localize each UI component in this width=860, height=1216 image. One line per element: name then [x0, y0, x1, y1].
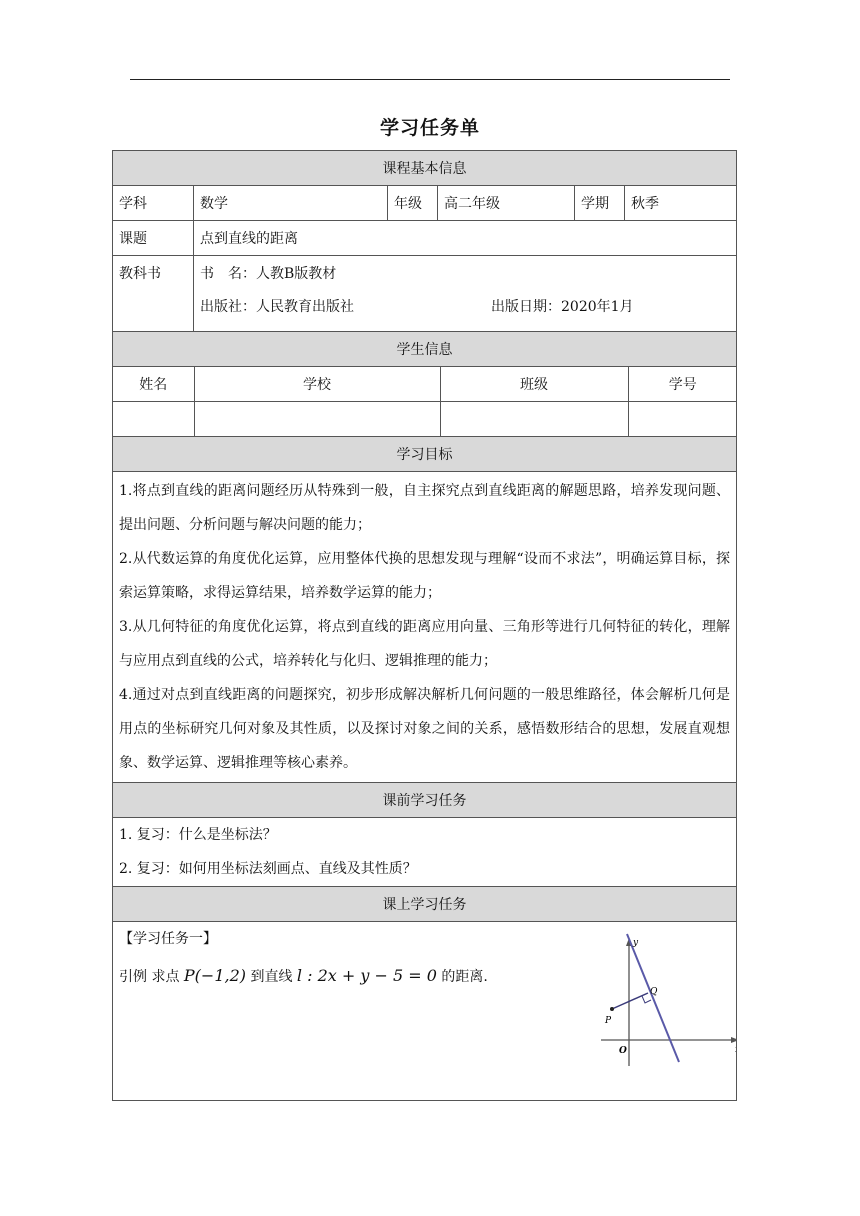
right-angle-mark	[642, 996, 651, 1003]
goal-item: 4.通过对点到直线距离的问题探究，初步形成解决解析几何问题的一般思维路径，体会解析几何是用点的坐标研究几何对象及其性质，以及探讨对象之间的关系，感悟数形结合的思想，发展直观想象、数学运算、逻辑推理等核心素养。	[119, 687, 731, 771]
term-value: 秋季	[625, 186, 737, 221]
grade-value: 高二年级	[438, 186, 575, 221]
point-p-dot	[610, 1007, 614, 1011]
p-label: P	[605, 1016, 612, 1026]
line-l	[627, 934, 679, 1062]
example-prefix: 引例 求点	[119, 969, 180, 985]
textbook-info	[194, 256, 737, 332]
student-info-grid	[113, 367, 737, 437]
name-input-cell[interactable]	[113, 402, 194, 437]
section-pre-class: 课前学习任务	[113, 783, 737, 818]
goal-item: 2.从代数运算的角度优化运算，应用整体代换的思想发现与理解“设而不求法”，明确运算目标，探索运算策略，求得运算结果，培养数学运算的能力；	[119, 551, 731, 601]
section-goals: 学习目标	[113, 437, 737, 472]
publish-date: 出版日期：2020年1月	[491, 299, 634, 315]
col-class: 班级	[440, 367, 628, 402]
pre-class-item: 1. 复习：什么是坐标法？	[119, 827, 277, 843]
school-input-cell[interactable]	[194, 402, 440, 437]
x-label: x	[735, 1045, 741, 1055]
pre-class-list	[113, 818, 737, 887]
student-id-input-cell[interactable]	[628, 402, 737, 437]
q-label: Q	[650, 987, 658, 997]
col-student-id: 学号	[628, 367, 737, 402]
textbook-name: 书 名：人教B版教材	[200, 266, 337, 282]
origin-label: O	[619, 1046, 627, 1056]
topic-value: 点到直线的距离	[194, 221, 737, 256]
class-input-cell[interactable]	[440, 402, 628, 437]
top-rule	[130, 79, 730, 80]
line-equation: l : 2x + y − 5 = 0	[296, 966, 437, 985]
grade-label: 年级	[388, 186, 438, 221]
col-school: 学校	[194, 367, 440, 402]
subject-label: 学科	[113, 186, 194, 221]
point-p: P(−1,2)	[183, 966, 247, 985]
in-class-task	[113, 922, 741, 1101]
example-mid: 到直线	[250, 969, 293, 985]
section-in-class: 课上学习任务	[113, 887, 737, 922]
distance-diagram	[601, 932, 741, 1066]
section-course-info: 课程基本信息	[113, 151, 737, 186]
page-title: 学习任务单	[379, 117, 480, 139]
section-student-info: 学生信息	[113, 332, 737, 367]
example-suffix: 的距离.	[441, 969, 488, 985]
task-title: 【学习任务一】	[119, 931, 217, 947]
topic-label: 课题	[113, 221, 194, 256]
subject-value: 数学	[194, 186, 388, 221]
example-problem	[119, 966, 488, 986]
perpendicular-pq	[612, 993, 648, 1009]
pre-class-item: 2. 复习：如何用坐标法刻画点、直线及其性质？	[119, 861, 417, 877]
col-name: 姓名	[113, 367, 194, 402]
goal-item: 3.从几何特征的角度优化运算，将点到直线的距离应用向量、三角形等进行几何特征的转化，理解与应用点到直线的公式，培养转化与化归、逻辑推理的能力；	[119, 619, 731, 669]
goal-item: 1.将点到直线的距离问题经历从特殊到一般，自主探究点到直线距离的解题思路，培养发现问题、提出问题、分析问题与解决问题的能力；	[119, 483, 731, 533]
publisher: 出版社：人民教育出版社	[200, 299, 354, 315]
y-label: y	[633, 938, 639, 948]
task-sheet-table	[112, 150, 741, 1101]
goals-list	[113, 472, 737, 783]
term-label: 学期	[575, 186, 625, 221]
x-axis-arrow	[731, 1037, 737, 1043]
textbook-label: 教科书	[113, 256, 194, 332]
